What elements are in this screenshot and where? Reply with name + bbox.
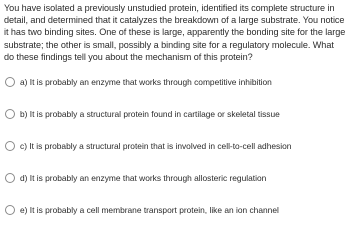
option-e[interactable] bbox=[5, 203, 279, 217]
option-d-label: d) It is probably an enzyme that works through allosteric regulation bbox=[20, 173, 267, 183]
option-a[interactable] bbox=[5, 75, 272, 89]
radio-button-d[interactable] bbox=[5, 173, 15, 183]
option-b[interactable] bbox=[5, 107, 280, 121]
option-e-label: e) It is probably a cell membrane transport protein, like an ion channel bbox=[20, 205, 279, 215]
question-text: You have isolated a previously unstudied protein, identified its complete structure in detail, and determined that it catalyzes the breakdown of a large substrate. You notice it has two binding sites. One of these is large, apparently the bonding site for the large substrate; the other is small, possibly a binding site for a regulatory molecule. What do these findings tell you about the mechanism of this protein? bbox=[4, 3, 346, 62]
radio-button-a[interactable] bbox=[5, 77, 15, 87]
option-a-label: a) It is probably an enzyme that works through competitive inhibition bbox=[20, 77, 272, 87]
option-d[interactable] bbox=[5, 171, 266, 185]
radio-button-e[interactable] bbox=[5, 205, 15, 215]
option-c-label: c) It is probably a structural protein that is involved in cell-to-cell adhesion bbox=[20, 141, 292, 151]
radio-button-b[interactable] bbox=[5, 109, 15, 119]
option-c[interactable] bbox=[5, 139, 291, 153]
question-block bbox=[4, 2, 346, 63]
option-b-label: b) It is probably a structural protein found in cartilage or skeletal tissue bbox=[20, 109, 280, 119]
radio-button-c[interactable] bbox=[5, 141, 15, 151]
